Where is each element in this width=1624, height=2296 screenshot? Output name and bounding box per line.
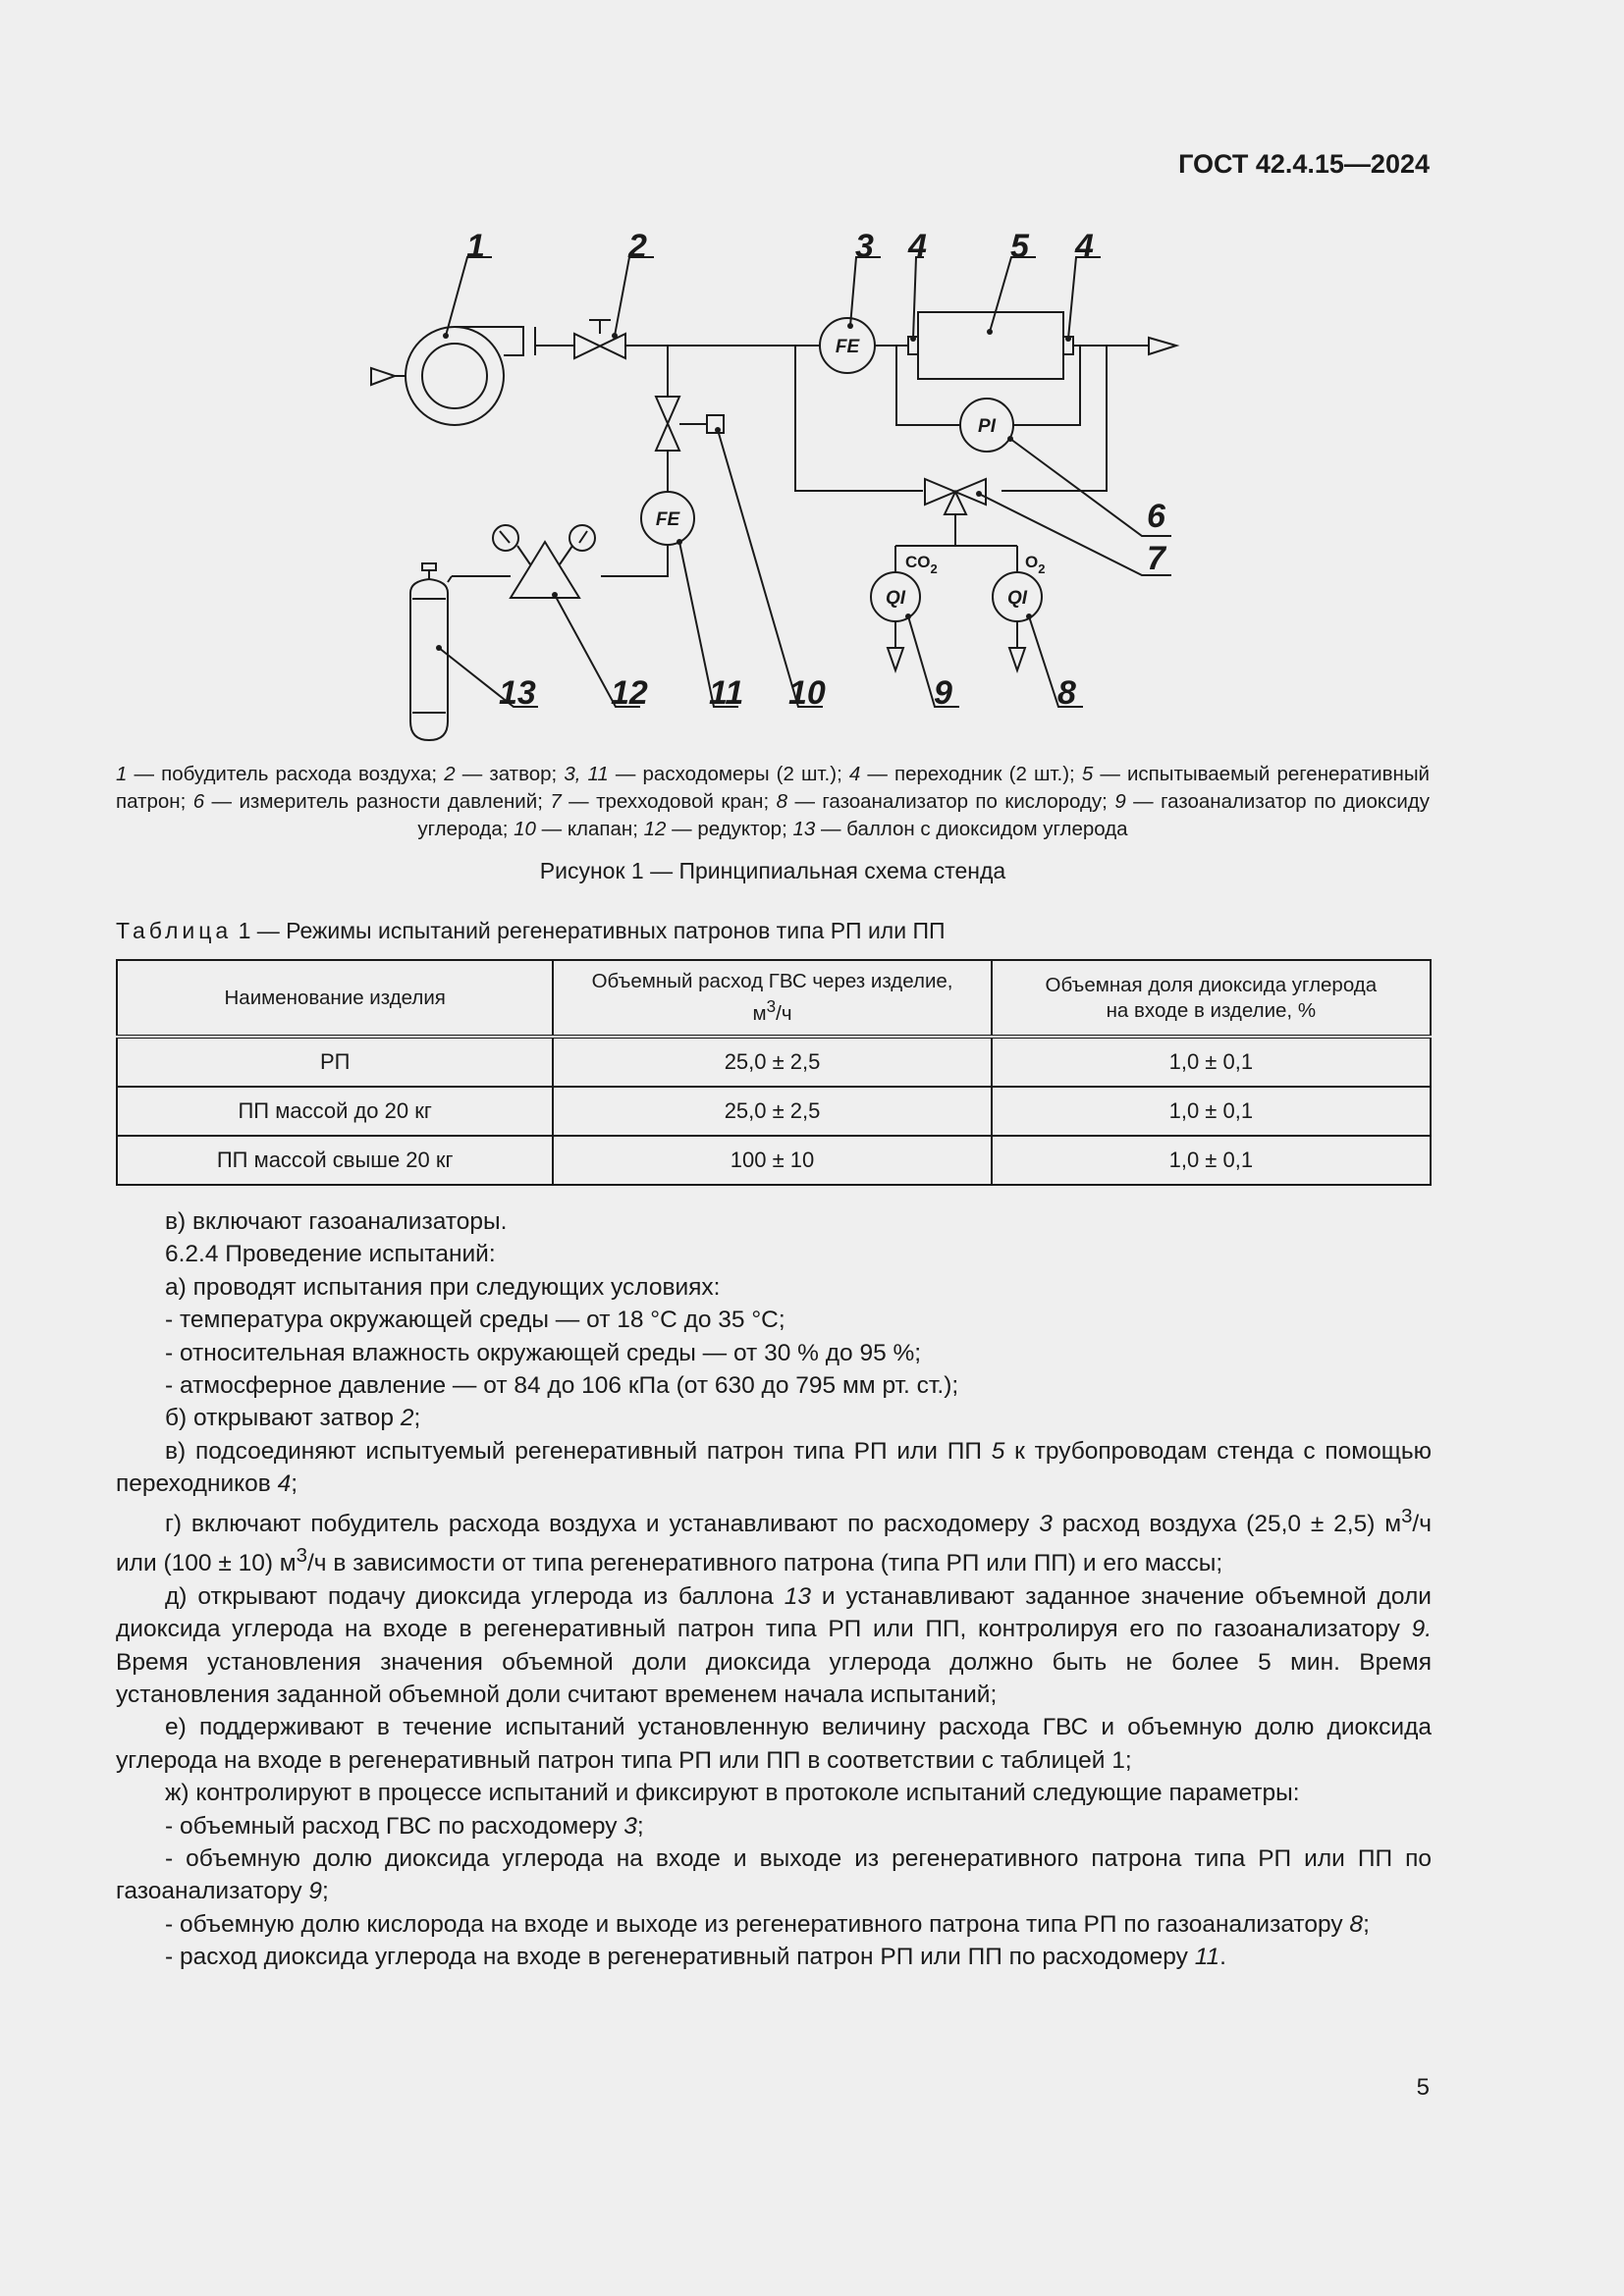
list-item: - объемную долю кислорода на входе и выходе из регенеративного патрона типа РП по газоанализатору 8; bbox=[165, 1910, 1370, 1938]
paragraph: г) включают побудитель расхода воздуха и устанавливают по расходомеру 3 расход воздуха (25,0 ± 2,5) $м^3/ч$ или (100 ± 10) $м^3/ч$ в зависимости от типа регенеративного патрона (типа РП или ПП) и его массы; bbox=[116, 1505, 1432, 1577]
list-item: - расход диоксида углерода на входе в регенеративный патрон РП или ПП по расходомеру 11. bbox=[165, 1944, 1226, 1971]
paragraph: е) поддерживают в течение испытаний установленную величину расхода ГВС и объемную долю диоксида углерода на входе в регенеративный патрон типа РП или ПП в соответствии с таблицей 1; bbox=[116, 1714, 1432, 1774]
label-4-right: 4 bbox=[1075, 228, 1094, 265]
co2-label: $CO_2$ bbox=[905, 553, 938, 576]
list-item: - температура окружающей среды — от 18 °С до 35 °С; bbox=[165, 1307, 785, 1334]
label-4-left: 4 bbox=[908, 228, 927, 265]
fe-label-11: FE bbox=[655, 509, 680, 530]
label-9: 9 bbox=[934, 674, 952, 712]
paragraph: а) проводят испытания при следующих условиях: bbox=[165, 1273, 721, 1301]
header-product-name: Наименование изделия bbox=[117, 960, 553, 1037]
fe-label-3: FE bbox=[835, 337, 860, 357]
paragraph: ж) контролируют в процессе испытаний и фиксируют в протоколе испытаний следующие параметры: bbox=[165, 1780, 1300, 1807]
paragraph: в) включают газоанализаторы. bbox=[165, 1208, 508, 1235]
page-number: 5 bbox=[1416, 2074, 1430, 2101]
list-item: - объемную долю диоксида углерода на входе и выходе из регенеративного патрона типа РП или ПП по газоанализатору 9; bbox=[116, 1845, 1432, 1905]
label-12: 12 bbox=[611, 674, 648, 712]
label-1: 1 bbox=[466, 228, 485, 265]
label-10: 10 bbox=[788, 674, 826, 712]
label-11: 11 bbox=[709, 674, 744, 712]
label-2: 2 bbox=[628, 228, 647, 265]
label-5: 5 bbox=[1010, 228, 1029, 265]
document-code: ГОСТ 42.4.15—2024 bbox=[1178, 149, 1430, 179]
qi-label-8: QI bbox=[1006, 588, 1028, 609]
valve-10 bbox=[656, 397, 679, 451]
qi-label-9: QI bbox=[885, 588, 906, 609]
table-row: ПП массой свыше 20 кг 100 ± 10 1,0 ± 0,1 bbox=[117, 1136, 1431, 1185]
header-flow-rate: Объемный расход ГВС через изделие, $м^3/ч$ bbox=[553, 960, 991, 1037]
list-item: - атмосферное давление — от 84 до 106 кПа (от 630 до 795 мм рт. ст.); bbox=[165, 1372, 959, 1400]
pi-label: PI bbox=[978, 416, 996, 437]
o2-label: $O_2$ bbox=[1025, 553, 1046, 576]
table-caption: Таблица 1 — Режимы испытаний регенеративных патронов типа РП или ПП bbox=[116, 918, 946, 943]
body-text bbox=[116, 1205, 1432, 1974]
test-modes-table bbox=[116, 959, 1432, 1186]
co2-cylinder-13 bbox=[410, 579, 448, 740]
paragraph: в) подсоединяют испытуемый регенеративный патрон типа РП или ПП 5 к трубопроводам стенда с помощью переходников 4; bbox=[116, 1437, 1432, 1498]
test-stand-diagram bbox=[353, 224, 1237, 754]
table-row: РП 25,0 ± 2,5 1,0 ± 0,1 bbox=[117, 1037, 1431, 1087]
paragraph: б) открывают затвор 2; bbox=[165, 1405, 421, 1432]
label-13: 13 bbox=[499, 674, 536, 712]
blower-inner bbox=[422, 344, 487, 408]
inlet-arrow bbox=[371, 368, 395, 385]
label-8: 8 bbox=[1057, 674, 1076, 712]
blower bbox=[406, 327, 504, 425]
label-7: 7 bbox=[1147, 540, 1165, 577]
label-3: 3 bbox=[855, 228, 874, 265]
list-item: - относительная влажность окружающей среды — от 30 % до 95 %; bbox=[165, 1339, 922, 1366]
regenerative-cartridge-5 bbox=[918, 312, 1063, 379]
table-header-row bbox=[117, 960, 1431, 1037]
figure-legend: 1 — побудитель расхода воздуха; 2 — затвор; 3, 11 — расходомеры (2 шт.); 4 — переходник (2 шт.); 5 — испытываемый регенеративный патрон; 6 — измеритель разности давлений; 7 — трехходовой кран; 8 — газоанализатор по кислороду; 9 — газоанализатор по диоксиду углерода; 10 — клапан; 12 — редуктор; 13 — баллон с диоксидом углерода bbox=[116, 763, 1431, 840]
outlet-arrow bbox=[1149, 338, 1176, 354]
gate-valve bbox=[574, 334, 625, 358]
list-item: - объемный расход ГВС по расходомеру 3; bbox=[165, 1812, 644, 1840]
table-row: ПП массой до 20 кг 25,0 ± 2,5 1,0 ± 0,1 bbox=[117, 1087, 1431, 1136]
label-6: 6 bbox=[1147, 498, 1165, 535]
header-co2-fraction: Объемная доля диоксида углерода на входе в изделие, % bbox=[992, 960, 1431, 1037]
paragraph: д) открывают подачу диоксида углерода из баллона 13 и устанавливают заданное значение объемной доли диоксида углерода на входе в регенеративный патрон типа РП или ПП, контролируя его по газоанализатору 9. Время установления значения объемной доли диоксида углерода должно быть не более 5 мин. Время установления заданной объемной доли считают временем начала испытаний; bbox=[116, 1582, 1432, 1708]
section-heading: 6.2.4 Проведение испытаний: bbox=[165, 1241, 496, 1268]
figure-caption: Рисунок 1 — Принципиальная схема стенда bbox=[539, 858, 1006, 883]
